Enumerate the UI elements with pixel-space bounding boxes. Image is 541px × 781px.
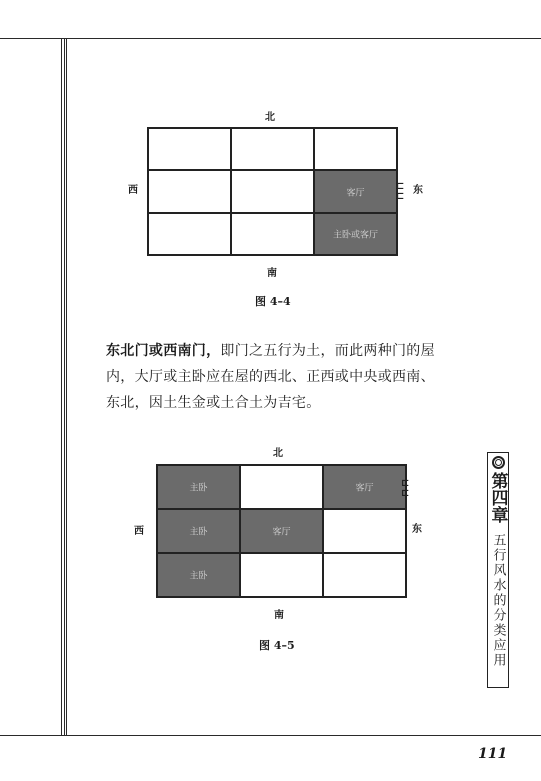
grid-cell <box>240 509 323 553</box>
page-number: 111 <box>478 746 508 762</box>
room-label: 客厅 <box>346 188 365 198</box>
grid-cell <box>314 128 397 170</box>
grid-cell <box>157 509 240 553</box>
chapter-subtitle: 五行风水的分类应用 <box>490 533 506 668</box>
figure-caption: 图 4–5 <box>259 639 295 652</box>
door-symbol: ⊏ ⊏ <box>396 181 405 202</box>
north-label: 北 <box>265 112 275 123</box>
floor-plan-grid <box>147 127 398 256</box>
south-label: 南 <box>274 610 284 621</box>
top-rule <box>0 38 541 39</box>
grid-cell <box>231 128 314 170</box>
margin-line <box>66 38 67 735</box>
chapter-title: 第四章 <box>487 472 508 523</box>
room-label: 主卧 <box>189 527 208 538</box>
north-label: 北 <box>273 448 283 459</box>
grid-cell <box>240 465 323 509</box>
grid-cell <box>157 553 240 597</box>
margin-line <box>61 38 62 735</box>
south-label: 南 <box>267 268 277 279</box>
grid-cell <box>323 509 406 553</box>
grid-cell <box>148 128 231 170</box>
paragraph-body: 即门之五行为土，而此两种门的屋内，大厅或主卧应在屋的西北、正西或中央或西南、东北，因土生金或土合土为吉宅。 <box>106 343 435 411</box>
room-label: 主卧 <box>189 483 208 494</box>
grid-cell <box>240 553 323 597</box>
bottom-rule <box>0 735 541 736</box>
west-label: 西 <box>134 526 144 537</box>
body-paragraph <box>106 338 446 416</box>
floor-plan-grid <box>156 464 410 598</box>
room-label: 客厅 <box>355 483 374 494</box>
circle-icon <box>492 456 505 469</box>
grid-cell <box>323 553 406 597</box>
grid-cell <box>148 170 231 213</box>
grid-cell <box>148 213 231 255</box>
chapter-side-tab <box>487 452 509 688</box>
grid-cell <box>231 213 314 255</box>
paragraph-lead: 东北门或西南门， <box>106 343 221 359</box>
margin-line <box>64 38 65 735</box>
grid-cell <box>231 170 314 213</box>
grid-cell <box>314 170 397 213</box>
room-label: 主卧或客厅 <box>332 230 378 241</box>
door-symbol: ⊏ ⊏ <box>401 478 410 499</box>
west-label: 西 <box>128 185 138 196</box>
grid-cell <box>323 465 406 509</box>
east-label: 东 <box>413 185 423 196</box>
room-label: 客厅 <box>272 527 291 538</box>
grid-cell <box>314 213 397 255</box>
grid-cell <box>157 465 240 509</box>
east-label: 东 <box>412 524 422 535</box>
room-label: 主卧 <box>189 571 208 582</box>
figure-caption: 图 4–4 <box>255 295 291 308</box>
